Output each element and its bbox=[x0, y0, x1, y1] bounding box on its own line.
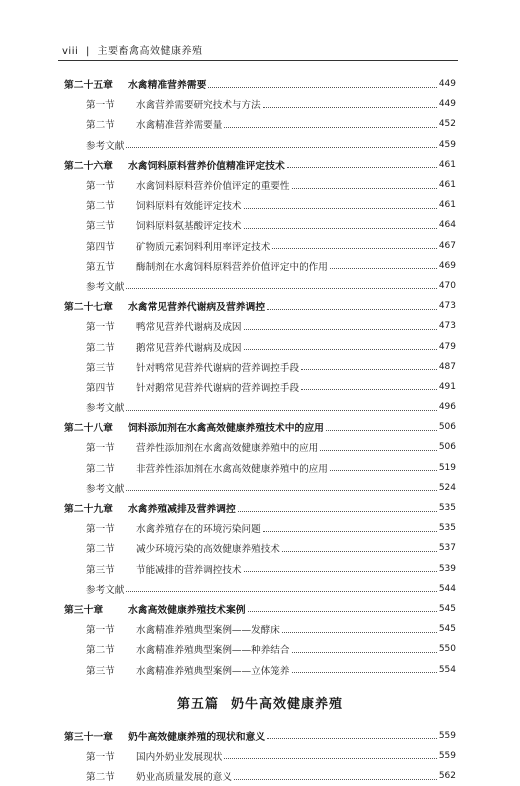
toc-entry-ref[interactable] bbox=[64, 478, 456, 498]
dot-leader bbox=[244, 571, 437, 572]
dot-leader bbox=[292, 672, 437, 673]
dot-leader bbox=[208, 87, 436, 88]
dot-leader bbox=[292, 188, 437, 189]
dot-leader bbox=[244, 208, 437, 209]
section-title: 水禽精准养殖典型案例——种养结合 bbox=[136, 645, 290, 657]
toc-entry-section[interactable] bbox=[64, 215, 456, 235]
page-ref: 449 bbox=[438, 99, 456, 110]
part-heading bbox=[64, 680, 456, 726]
toc-entry-section[interactable] bbox=[64, 746, 456, 766]
dot-leader bbox=[320, 450, 437, 451]
toc-entry-section[interactable] bbox=[64, 619, 456, 639]
section-number: 第一节 bbox=[86, 100, 115, 112]
chapter-number: 第二十六章 bbox=[64, 160, 113, 172]
section-number: 第二节 bbox=[86, 201, 115, 213]
page-ref: 470 bbox=[438, 280, 456, 291]
running-header bbox=[62, 42, 203, 57]
header-rule bbox=[58, 60, 458, 61]
dot-leader bbox=[282, 632, 437, 633]
book-title: 主要畜禽高效健康养殖 bbox=[97, 46, 203, 57]
page-ref: 464 bbox=[438, 220, 456, 231]
page-ref: 535 bbox=[438, 503, 456, 514]
chapter-title: 水禽常见营养代谢病及营养调控 bbox=[128, 302, 266, 314]
dot-leader bbox=[248, 611, 437, 612]
toc-entry-section[interactable] bbox=[64, 437, 456, 457]
section-title: 水禽精准养殖典型案例——立体笼养 bbox=[136, 665, 290, 677]
dot-leader bbox=[287, 167, 437, 168]
page-ref: 461 bbox=[438, 200, 456, 211]
page-ref: 469 bbox=[438, 260, 456, 271]
ref-title: 参考文献 bbox=[86, 140, 125, 152]
dot-leader bbox=[244, 349, 437, 350]
section-title: 减少环境污染的高效健康养殖技术 bbox=[136, 544, 280, 556]
chapter-number: 第三十章 bbox=[64, 604, 104, 616]
part-number: 第五篇 bbox=[176, 697, 219, 713]
section-number: 第一节 bbox=[86, 625, 115, 637]
page-ref: 537 bbox=[438, 543, 456, 554]
page-ref: 554 bbox=[438, 664, 456, 675]
toc-entry-ref[interactable] bbox=[64, 579, 456, 599]
section-title: 针对鸭常见营养代谢病的营养调控手段 bbox=[136, 362, 300, 374]
toc-entry-ref[interactable] bbox=[64, 397, 456, 417]
page-ref: 467 bbox=[438, 240, 456, 251]
dot-leader bbox=[330, 268, 437, 269]
chapter-title: 水禽精准营养需要 bbox=[128, 80, 207, 92]
section-title: 节能减排的营养调控技术 bbox=[136, 564, 242, 576]
dot-leader bbox=[282, 551, 437, 552]
dot-leader bbox=[330, 470, 437, 471]
dot-leader bbox=[267, 309, 437, 310]
section-number: 第一节 bbox=[86, 524, 115, 536]
page-ref: 449 bbox=[438, 79, 456, 90]
page-ref: 545 bbox=[438, 603, 456, 614]
table-of-contents bbox=[64, 74, 456, 786]
toc-entry-section[interactable] bbox=[64, 538, 456, 558]
chapter-number: 第三十一章 bbox=[64, 731, 113, 743]
dot-leader bbox=[126, 147, 436, 148]
page-ref: 562 bbox=[438, 771, 456, 782]
toc-entry-section[interactable] bbox=[64, 236, 456, 256]
dot-leader bbox=[272, 248, 437, 249]
section-title: 营养性添加剂在水禽高效健康养殖中的应用 bbox=[136, 443, 319, 455]
page-ref: 544 bbox=[438, 583, 456, 594]
section-title: 饲料原料氨基酸评定技术 bbox=[136, 221, 242, 233]
toc-entry-section[interactable] bbox=[64, 114, 456, 134]
toc-entry-section[interactable] bbox=[64, 458, 456, 478]
toc-entry-section[interactable] bbox=[64, 639, 456, 659]
section-number: 第四节 bbox=[86, 241, 115, 253]
dot-leader bbox=[234, 779, 437, 780]
section-number: 第二节 bbox=[86, 342, 115, 354]
section-number: 第三节 bbox=[86, 362, 115, 374]
toc-entry-chapter[interactable] bbox=[64, 498, 456, 518]
section-number: 第二节 bbox=[86, 645, 115, 657]
section-number: 第三节 bbox=[86, 665, 115, 677]
dot-leader bbox=[301, 369, 437, 370]
section-number: 第一节 bbox=[86, 322, 115, 334]
ref-title: 参考文献 bbox=[86, 483, 125, 495]
ref-title: 参考文献 bbox=[86, 584, 125, 596]
header-separator: | bbox=[85, 46, 90, 57]
section-title: 水禽营养需要研究技术与方法 bbox=[136, 100, 261, 112]
dot-leader bbox=[244, 228, 437, 229]
page-ref: 539 bbox=[438, 563, 456, 574]
toc-entry-section[interactable] bbox=[64, 766, 456, 786]
page-ref: 479 bbox=[438, 341, 456, 352]
section-title: 针对鹅常见营养代谢病的营养调控手段 bbox=[136, 382, 300, 394]
toc-entry-section[interactable] bbox=[64, 175, 456, 195]
toc-entry-section[interactable] bbox=[64, 659, 456, 679]
section-title: 酶制剂在水禽饲料原料营养价值评定中的作用 bbox=[136, 261, 328, 273]
section-number: 第二节 bbox=[86, 463, 115, 475]
toc-entry-chapter[interactable] bbox=[64, 726, 456, 746]
section-number: 第一节 bbox=[86, 181, 115, 193]
toc-entry-section[interactable] bbox=[64, 377, 456, 397]
chapter-number: 第二十五章 bbox=[64, 80, 113, 92]
dot-leader bbox=[267, 738, 437, 739]
dot-leader bbox=[244, 329, 437, 330]
toc-entry-section[interactable] bbox=[64, 336, 456, 356]
page-ref: 559 bbox=[438, 730, 456, 741]
page-ref: 473 bbox=[438, 321, 456, 332]
section-title: 水禽养殖存在的环境污染问题 bbox=[136, 524, 261, 536]
page-ref: 550 bbox=[438, 644, 456, 655]
section-title: 饲料原料有效能评定技术 bbox=[136, 201, 242, 213]
dot-leader bbox=[238, 511, 437, 512]
chapter-number: 第二十九章 bbox=[64, 504, 113, 516]
toc-entry-chapter[interactable] bbox=[64, 417, 456, 437]
section-number: 第二节 bbox=[86, 544, 115, 556]
page-ref: 461 bbox=[438, 159, 456, 170]
section-title: 矿物质元素饲料利用率评定技术 bbox=[136, 241, 271, 253]
page-ref: 491 bbox=[438, 381, 456, 392]
dot-leader bbox=[126, 288, 436, 289]
page-ref: 559 bbox=[438, 750, 456, 761]
page-ref: 473 bbox=[438, 301, 456, 312]
page-ref: 519 bbox=[438, 462, 456, 473]
section-title: 非营养性添加剂在水禽高效健康养殖中的应用 bbox=[136, 463, 328, 475]
page-ref: 496 bbox=[438, 402, 456, 413]
section-number: 第二节 bbox=[86, 120, 115, 132]
toc-entry-ref[interactable] bbox=[64, 276, 456, 296]
dot-leader bbox=[301, 389, 437, 390]
toc-entry-section[interactable] bbox=[64, 256, 456, 276]
toc-entry-chapter[interactable] bbox=[64, 296, 456, 316]
toc-entry-chapter[interactable] bbox=[64, 155, 456, 175]
dot-leader bbox=[126, 410, 436, 411]
toc-entry-chapter[interactable] bbox=[64, 599, 456, 619]
page-ref: 459 bbox=[438, 139, 456, 150]
page-ref: 545 bbox=[438, 624, 456, 635]
dot-leader bbox=[224, 127, 436, 128]
dot-leader bbox=[263, 531, 437, 532]
section-title: 水禽饲料原料营养价值评定的重要性 bbox=[136, 181, 290, 193]
chapter-title: 水禽高效健康养殖技术案例 bbox=[128, 604, 246, 616]
page-ref: 487 bbox=[438, 361, 456, 372]
chapter-title: 水禽饲料原料营养价值精准评定技术 bbox=[128, 160, 285, 172]
toc-entry-section[interactable] bbox=[64, 559, 456, 579]
page-ref: 452 bbox=[438, 119, 456, 130]
chapter-title: 水禽养殖减排及营养调控 bbox=[128, 504, 236, 516]
section-title: 水禽精准养殖典型案例——发酵床 bbox=[136, 625, 280, 637]
dot-leader bbox=[292, 652, 437, 653]
toc-entry-section[interactable] bbox=[64, 357, 456, 377]
ref-title: 参考文献 bbox=[86, 403, 125, 415]
chapter-title: 饲料添加剂在水禽高效健康养殖技术中的应用 bbox=[128, 423, 324, 435]
page-number: viii bbox=[62, 46, 79, 57]
page-ref: 506 bbox=[438, 442, 456, 453]
toc-entry-section[interactable] bbox=[64, 518, 456, 538]
section-number: 第四节 bbox=[86, 382, 115, 394]
chapter-title: 奶牛高效健康养殖的现状和意义 bbox=[128, 731, 266, 743]
dot-leader bbox=[126, 591, 436, 592]
toc-entry-chapter[interactable] bbox=[64, 74, 456, 94]
section-number: 第三节 bbox=[86, 564, 115, 576]
chapter-number: 第二十八章 bbox=[64, 423, 113, 435]
section-number: 第三节 bbox=[86, 221, 115, 233]
section-number: 第一节 bbox=[86, 751, 115, 763]
section-number: 第一节 bbox=[86, 443, 115, 455]
page-ref: 506 bbox=[438, 422, 456, 433]
section-title: 鹅常见营养代谢病及成因 bbox=[136, 342, 242, 354]
section-title: 国内外奶业发展现状 bbox=[136, 751, 223, 763]
page-ref: 524 bbox=[438, 482, 456, 493]
page-ref: 535 bbox=[438, 523, 456, 534]
ref-title: 参考文献 bbox=[86, 281, 125, 293]
dot-leader bbox=[263, 107, 437, 108]
toc-entry-section[interactable] bbox=[64, 94, 456, 114]
section-number: 第五节 bbox=[86, 261, 115, 273]
section-number: 第二节 bbox=[86, 772, 115, 784]
dot-leader bbox=[326, 430, 437, 431]
chapter-number: 第二十七章 bbox=[64, 302, 113, 314]
dot-leader bbox=[126, 490, 436, 491]
toc-entry-section[interactable] bbox=[64, 195, 456, 215]
section-title: 鸭常见营养代谢病及成因 bbox=[136, 322, 242, 334]
part-title: 奶牛高效健康养殖 bbox=[231, 697, 344, 713]
toc-entry-section[interactable] bbox=[64, 316, 456, 336]
page-ref: 461 bbox=[438, 180, 456, 191]
toc-entry-ref[interactable] bbox=[64, 135, 456, 155]
section-title: 奶业高质量发展的意义 bbox=[136, 772, 232, 784]
dot-leader bbox=[224, 758, 436, 759]
section-title: 水禽精准营养需要量 bbox=[136, 120, 223, 132]
